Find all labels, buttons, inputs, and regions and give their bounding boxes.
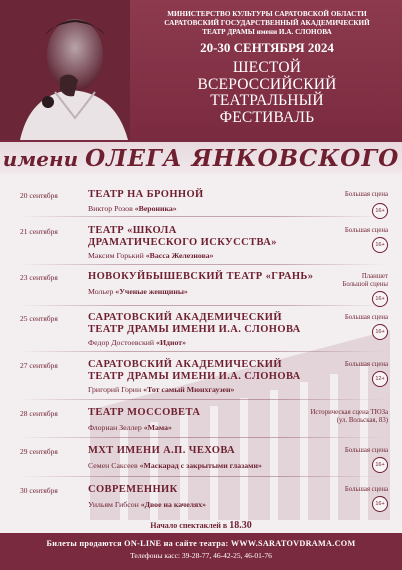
row-divider [18,305,384,306]
stage-line: Большая сцена [344,447,388,454]
play-line [88,204,338,213]
festival-title-line: ШЕСТОЙ [232,59,302,76]
play-line [88,251,338,260]
row-divider [18,264,384,265]
stage-name [288,447,388,455]
row-divider [18,437,384,438]
start-time-note [0,520,402,531]
start-time-value: 18.30 [229,520,252,531]
theatre-name-line: САРАТОВСКИЙ АКАДЕМИЧЕСКИЙ [88,312,282,323]
poster-header [0,0,402,145]
age-rating-badge: 16+ [372,237,388,253]
play-title: «Вероника» [134,204,177,213]
festival-title-line: ВСЕРОССИЙСКИЙ [197,75,337,93]
play-title: «Васса Железнова» [145,251,214,260]
age-rating-badge: 16+ [372,324,388,340]
play-title: «Тот самый Мюнхгаузен» [143,385,235,394]
row-divider [18,476,384,477]
performance-date: 25 сентября [20,314,58,323]
stage-name [258,409,388,425]
play-title: «Мама» [143,423,172,432]
age-rating-badge: 12+ [372,371,388,387]
performance-date: 21 сентября [20,227,58,236]
performance-date: 28 сентября [20,409,58,418]
row-divider [18,351,384,352]
play-title: «Идиот» [156,338,186,347]
play-author: Федор Достоевский [88,338,155,347]
theatre-name-line: СОВРЕМЕННИК [88,484,178,495]
stage-name [288,227,388,235]
stage-line: Большая сцена [344,191,388,198]
theatre-name-line: ТЕАТР МОССОВЕТА [88,407,201,418]
stage-name [288,486,388,494]
theatre-name-line: МХТ ИМЕНИ А.П. ЧЕХОВА [88,445,236,456]
stage-line: Планшет [361,273,388,280]
age-rating-badge: 16+ [372,457,388,473]
stage-line: Большая сцена [344,486,388,493]
organizer-text [142,10,392,37]
play-author: Семен Саксеев [88,461,138,470]
age-rating-badge: 16+ [372,203,388,219]
performance-date: 30 сентября [20,486,58,495]
performance-date: 23 сентября [20,273,58,282]
theatre-name-line: ТЕАТР НА БРОННОЙ [88,189,204,200]
festival-dates: 20-30 СЕНТЯБРЯ 2024 [200,40,334,55]
age-rating-badge: 16+ [372,291,388,307]
tickets-info: Билеты продаются ON-LINE на сайте театра: WWW.SARATOVDRAMA.COM [46,539,356,548]
performance-date: 20 сентября [20,191,58,200]
play-author: Мольер [88,287,114,296]
theatre-name-line: ДРАМАТИЧЕСКОГО ИСКУССТВА» [88,237,277,248]
stage-line: Большая сцена [344,314,388,321]
festival-namesake [0,145,402,172]
play-author: Уильям Гибсон [88,500,139,509]
festival-title-line: ТЕАТРАЛЬНЫЙ [210,92,324,109]
play-author: Григорий Горин [88,385,142,394]
play-line [88,338,338,347]
stage-line: Большой сцены [342,281,388,288]
portrait-photo [0,0,130,140]
theatre-name-line: НОВОКУЙБЫШЕВСКИЙ ТЕАТР «ГРАНЬ» [88,271,314,282]
stage-name [288,361,388,369]
play-line [88,500,338,509]
stage-name [288,191,388,199]
stage-name [288,273,388,289]
namesake-name: ОЛЕГА ЯНКОВСКОГО [85,145,400,172]
play-title: «Маскарад с закрытыми глазами» [139,461,262,470]
stage-line: (ул. Вольская, 83) [336,417,388,424]
play-author: Виктор Розов [88,204,133,213]
play-line [88,385,338,394]
play-author: Максим Горький [88,251,144,260]
ministry-line: МИНИСТЕРСТВО КУЛЬТУРЫ САРАТОВСКОЙ ОБЛАСТИ [167,10,367,18]
poster-footer [0,533,402,570]
festival-title [142,60,392,126]
theatre-name-line: ТЕАТР «ШКОЛА [88,225,177,236]
ministry-line: САРАТОВСКИЙ ГОСУДАРСТВЕННЫЙ АКАДЕМИЧЕСКИЙ [164,19,370,27]
row-divider [18,399,384,400]
play-title: «Ученые женщины» [115,287,188,296]
stage-line: Большая сцена [344,361,388,368]
performance-date: 27 сентября [20,361,58,370]
namesake-prefix: имени [2,147,79,171]
theatre-name-line: ТЕАТР ДРАМЫ ИМЕНИ И.А. СЛОНОВА [88,324,301,335]
theatre-name-line: САРАТОВСКИЙ АКАДЕМИЧЕСКИЙ [88,359,282,370]
ministry-line: ТЕАТР ДРАМЫ имени И.А. СЛОНОВА [202,28,332,36]
play-author: Флориан Зеллер [88,423,142,432]
stage-line: Большая сцена [344,227,388,234]
theatre-name-line: ТЕАТР ДРАМЫ ИМЕНИ И.А. СЛОНОВА [88,371,301,382]
box-office-phones: Телефоны касс: 39-28-77, 46-42-25, 46-01-76 [130,551,272,560]
stage-name [288,314,388,322]
age-rating-badge: 16+ [372,496,388,512]
stage-line: Историческая сцена ТЮЗа [310,409,388,416]
festival-title-line: ФЕСТИВАЛЬ [219,108,315,126]
portrait-illustration [0,0,130,140]
row-divider [18,216,384,217]
performance-date: 29 сентября [20,447,58,456]
play-line [88,461,338,470]
play-title: «Двое на качелях» [140,500,207,509]
start-time-prefix: Начало спектаклей в [150,521,228,530]
